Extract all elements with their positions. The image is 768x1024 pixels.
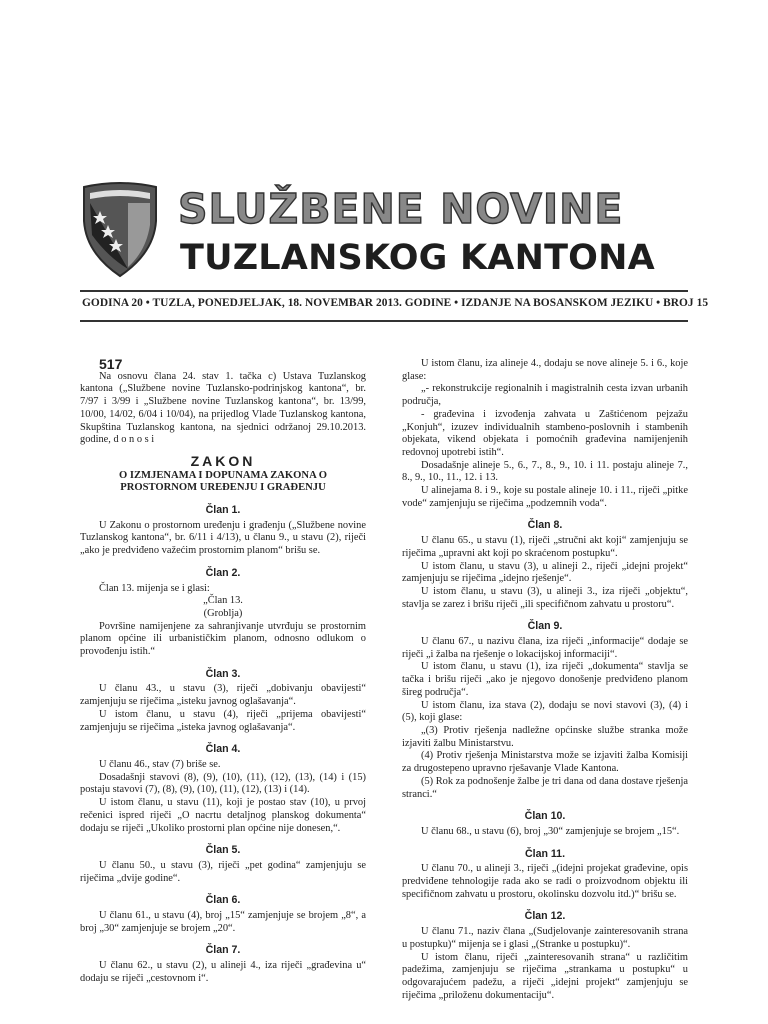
newspaper-title-line1: SLUŽBENE NOVINE bbox=[178, 185, 624, 233]
article-heading: Član 9. bbox=[527, 620, 563, 633]
article-paragraph: U alinejama 8. i 9., koje su postale alineje 10. i 11., riječi „pitke vode“ zamjenjuju se riječima „podzemnih voda“. bbox=[402, 485, 688, 509]
article-paragraph: U istom članu, u stavu (3), u alineji 3., iza riječi „objektu“, stavlja se zarez i brišu riječi „ili specifičnom zahvatu u prostoru“. bbox=[402, 585, 688, 610]
article-paragraph: U članu 46., stav (7) briše se. bbox=[99, 758, 221, 770]
article-paragraph: Član 13. mijenja se i glasi: bbox=[99, 582, 210, 594]
article-paragraph: Dosadašnji stavovi (8), (9), (10), (11), (12), (13), (14) i (15) postaju stavovi (7), (8), (9), (10), (11), (12), (13) i (14). bbox=[80, 771, 366, 796]
article-paragraph: U članu 68., u stavu (6), broj „30“ zamjenjuje se brojem „15“. bbox=[421, 825, 680, 837]
law-title: O IZMJENAMA I DOPUNAMA ZAKONA O PROSTORNOM UREĐENJU I GRAĐENJU bbox=[118, 469, 328, 494]
article-heading: Član 12. bbox=[524, 910, 566, 923]
article-paragraph: „- rekonstrukcije regionalnih i magistralnih cesta izvan urbanih područja, bbox=[402, 383, 688, 408]
article-paragraph: U članu 67., u nazivu člana, iza riječi „informacije“ dodaje se riječi „i žalba na rješenje o lokacijskoj informaciji“. bbox=[402, 636, 688, 660]
article-heading: Član 2. bbox=[205, 566, 241, 579]
article-paragraph: Površine namijenjene za sahranjivanje utvrđuju se prostornim planom općine ili urbanističkim planom, odnosno odlukom o provođenju istih.“ bbox=[80, 620, 366, 658]
intro-paragraph: Na osnovu člana 24. stav 1. tačka c) Ustava Tuzlanskog kantona („Službene novine Tuzlansko-podrinjskog kantona“, br. 7/97 i 3/99 i „Službene novine Tuzlanskog kantona“, br. 13/99, 10/00, 14/02, 6/04 i 10/04), na prijedlog Vlade Tuzlanskog kantona, Skupština Tuzlanskog kantona, na sjednici održanoj 29.10.2013. godine, d o n o s i bbox=[80, 370, 366, 446]
bottom-rule bbox=[80, 320, 688, 322]
article-paragraph: U istom članu, u stavu (4), riječi „prijema obavijesti“ zamjenjuju se riječima „isteka javnog oglašavanja“. bbox=[80, 708, 366, 733]
article-heading: Član 5. bbox=[205, 844, 241, 857]
issue-line: GODINA 20 • TUZLA, PONEDJELJAK, 18. NOVEMBAR 2013. GODINE • IZDANJE NA BOSANSKOM JEZIKU • BROJ 15 bbox=[82, 297, 709, 309]
article-paragraph: U članu 62., u stavu (2), u alineji 4., iza riječi „građevina u“ dodaju se riječi „cestovnom i“. bbox=[80, 960, 366, 984]
article-paragraph: (4) Protiv rješenja Ministarstva može se izjaviti žalba Komisiji za drugostepeno upravno rješavanje Vlade Kantona. bbox=[402, 750, 688, 775]
article-paragraph: U istom članu, iza stava (2), dodaju se novi stavovi (3), (4) i (5), koji glase: bbox=[402, 699, 688, 724]
article-heading: Član 10. bbox=[524, 810, 566, 823]
article-paragraph: „(3) Protiv rješenja nadležne općinske službe stranka može izjaviti žalbu Ministarstvu. bbox=[402, 724, 688, 749]
quoted-article-subtitle: (Groblja) bbox=[203, 607, 243, 619]
law-heading: ZAKON bbox=[190, 452, 256, 469]
left-column bbox=[80, 358, 366, 986]
quoted-article-heading: „Član 13. bbox=[203, 595, 243, 607]
article-paragraph: U članu 70., u alineji 3., riječi „(idejni projekat građevine, opis predviđene tehnologije rada ako se radi o proizvodnom objektu ili specifičnom zahvatu u prostoru, okolinsku dozvolu itd.)“ brišu se. bbox=[402, 863, 688, 900]
article-heading: Član 6. bbox=[205, 894, 241, 907]
article-paragraph: (5) Rok za podnošenje žalbe je tri dana od dana dostave rješenja stranci.“ bbox=[402, 775, 688, 800]
article-heading: Član 3. bbox=[205, 667, 241, 680]
article-paragraph: Dosadašnje alineje 5., 6., 7., 8., 9., 10. i 11. postaju alineje 7., 8., 9., 10., 11., 12. i 13. bbox=[402, 459, 688, 484]
article-paragraph: U članu 61., u stavu (4), broj „15“ zamjenjuje se brojem „8“, a broj „30“ zamjenjuje se brojem „20“. bbox=[80, 910, 366, 934]
article-heading: Član 7. bbox=[205, 944, 241, 957]
document-number: 517 bbox=[99, 356, 123, 372]
article-paragraph: U članu 65., u stavu (1), riječi „stručni akt koji“ zamjenjuju se riječima „upravni akt koji po skraćenom postupku“. bbox=[402, 535, 688, 559]
article-paragraph: U Zakonu o prostornom uređenju i građenju („Službene novine Tuzlanskog kantona“, br. 6/11 i 4/13), u članu 9., u stavu (2), riječi „ako je predviđeno važećim prostornim planom“ brišu se. bbox=[80, 519, 366, 557]
article-heading: Član 1. bbox=[205, 504, 241, 517]
article-paragraph: U istom članu, iza alineje 4., dodaju se nove alineje 5. i 6., koje glase: bbox=[402, 358, 688, 382]
article-paragraph: U istom članu, riječi „zainteresovanih strana“ u različitim padežima, zamjenjuju se riječima „strankama u postupku“ u odgovarajućem padežu, a riječi „idejni projekt“ zamjenjuju se riječima „priloženu dokumentaciju“. bbox=[402, 951, 688, 1001]
newspaper-title-line2: TUZLANSKOG KANTONA bbox=[180, 238, 655, 278]
right-column bbox=[402, 358, 688, 1002]
article-paragraph: U članu 43., u stavu (3), riječi „dobivanju obavijesti“ zamjenjuju se riječima „isteku javnog oglašavanja“. bbox=[80, 683, 366, 708]
article-heading: Član 8. bbox=[527, 519, 563, 532]
article-paragraph: U članu 71., naziv člana „(Sudjelovanje zainteresovanih strana u postupku)“ mijenja se i glasi „(Stranke u postupku)“. bbox=[402, 926, 688, 950]
article-paragraph: U članu 50., u stavu (3), riječi „pet godina“ zamjenjuju se riječima „dvije godine“. bbox=[80, 859, 366, 884]
article-paragraph: U istom članu, u stavu (11), koji je postao stav (10), u prvoj rečenici ispred riječi „O nacrtu detaljnog planskog dokumenta“ dodaju se riječi „Ukoliko prostorni plan općine nije donesen,“. bbox=[80, 797, 366, 834]
coat-of-arms-logo bbox=[80, 181, 160, 279]
article-heading: Član 11. bbox=[524, 847, 566, 860]
article-paragraph: U istom članu, u stavu (1), iza riječi „dokumenta“ stavlja se tačka i brišu riječi „ako je njegovo donošenje predviđeno planom šireg područja“. bbox=[402, 661, 688, 698]
article-paragraph: U istom članu, u stavu (3), u alineji 2., riječi „idejni projekt“ zamjenjuju se riječima „idejno rješenje“. bbox=[402, 560, 688, 585]
article-heading: Član 4. bbox=[205, 743, 241, 756]
article-paragraph: - građevina i izvođenja zahvata u Zaštićenom pejzažu „Konjuh“, izuzev individualnih stambeno-poslovnih i stambenih objekata, vikend objekata i pomoćnih građevina namijenjenih redovnoj upotrebi istih“. bbox=[402, 408, 688, 458]
top-rule bbox=[80, 290, 688, 292]
